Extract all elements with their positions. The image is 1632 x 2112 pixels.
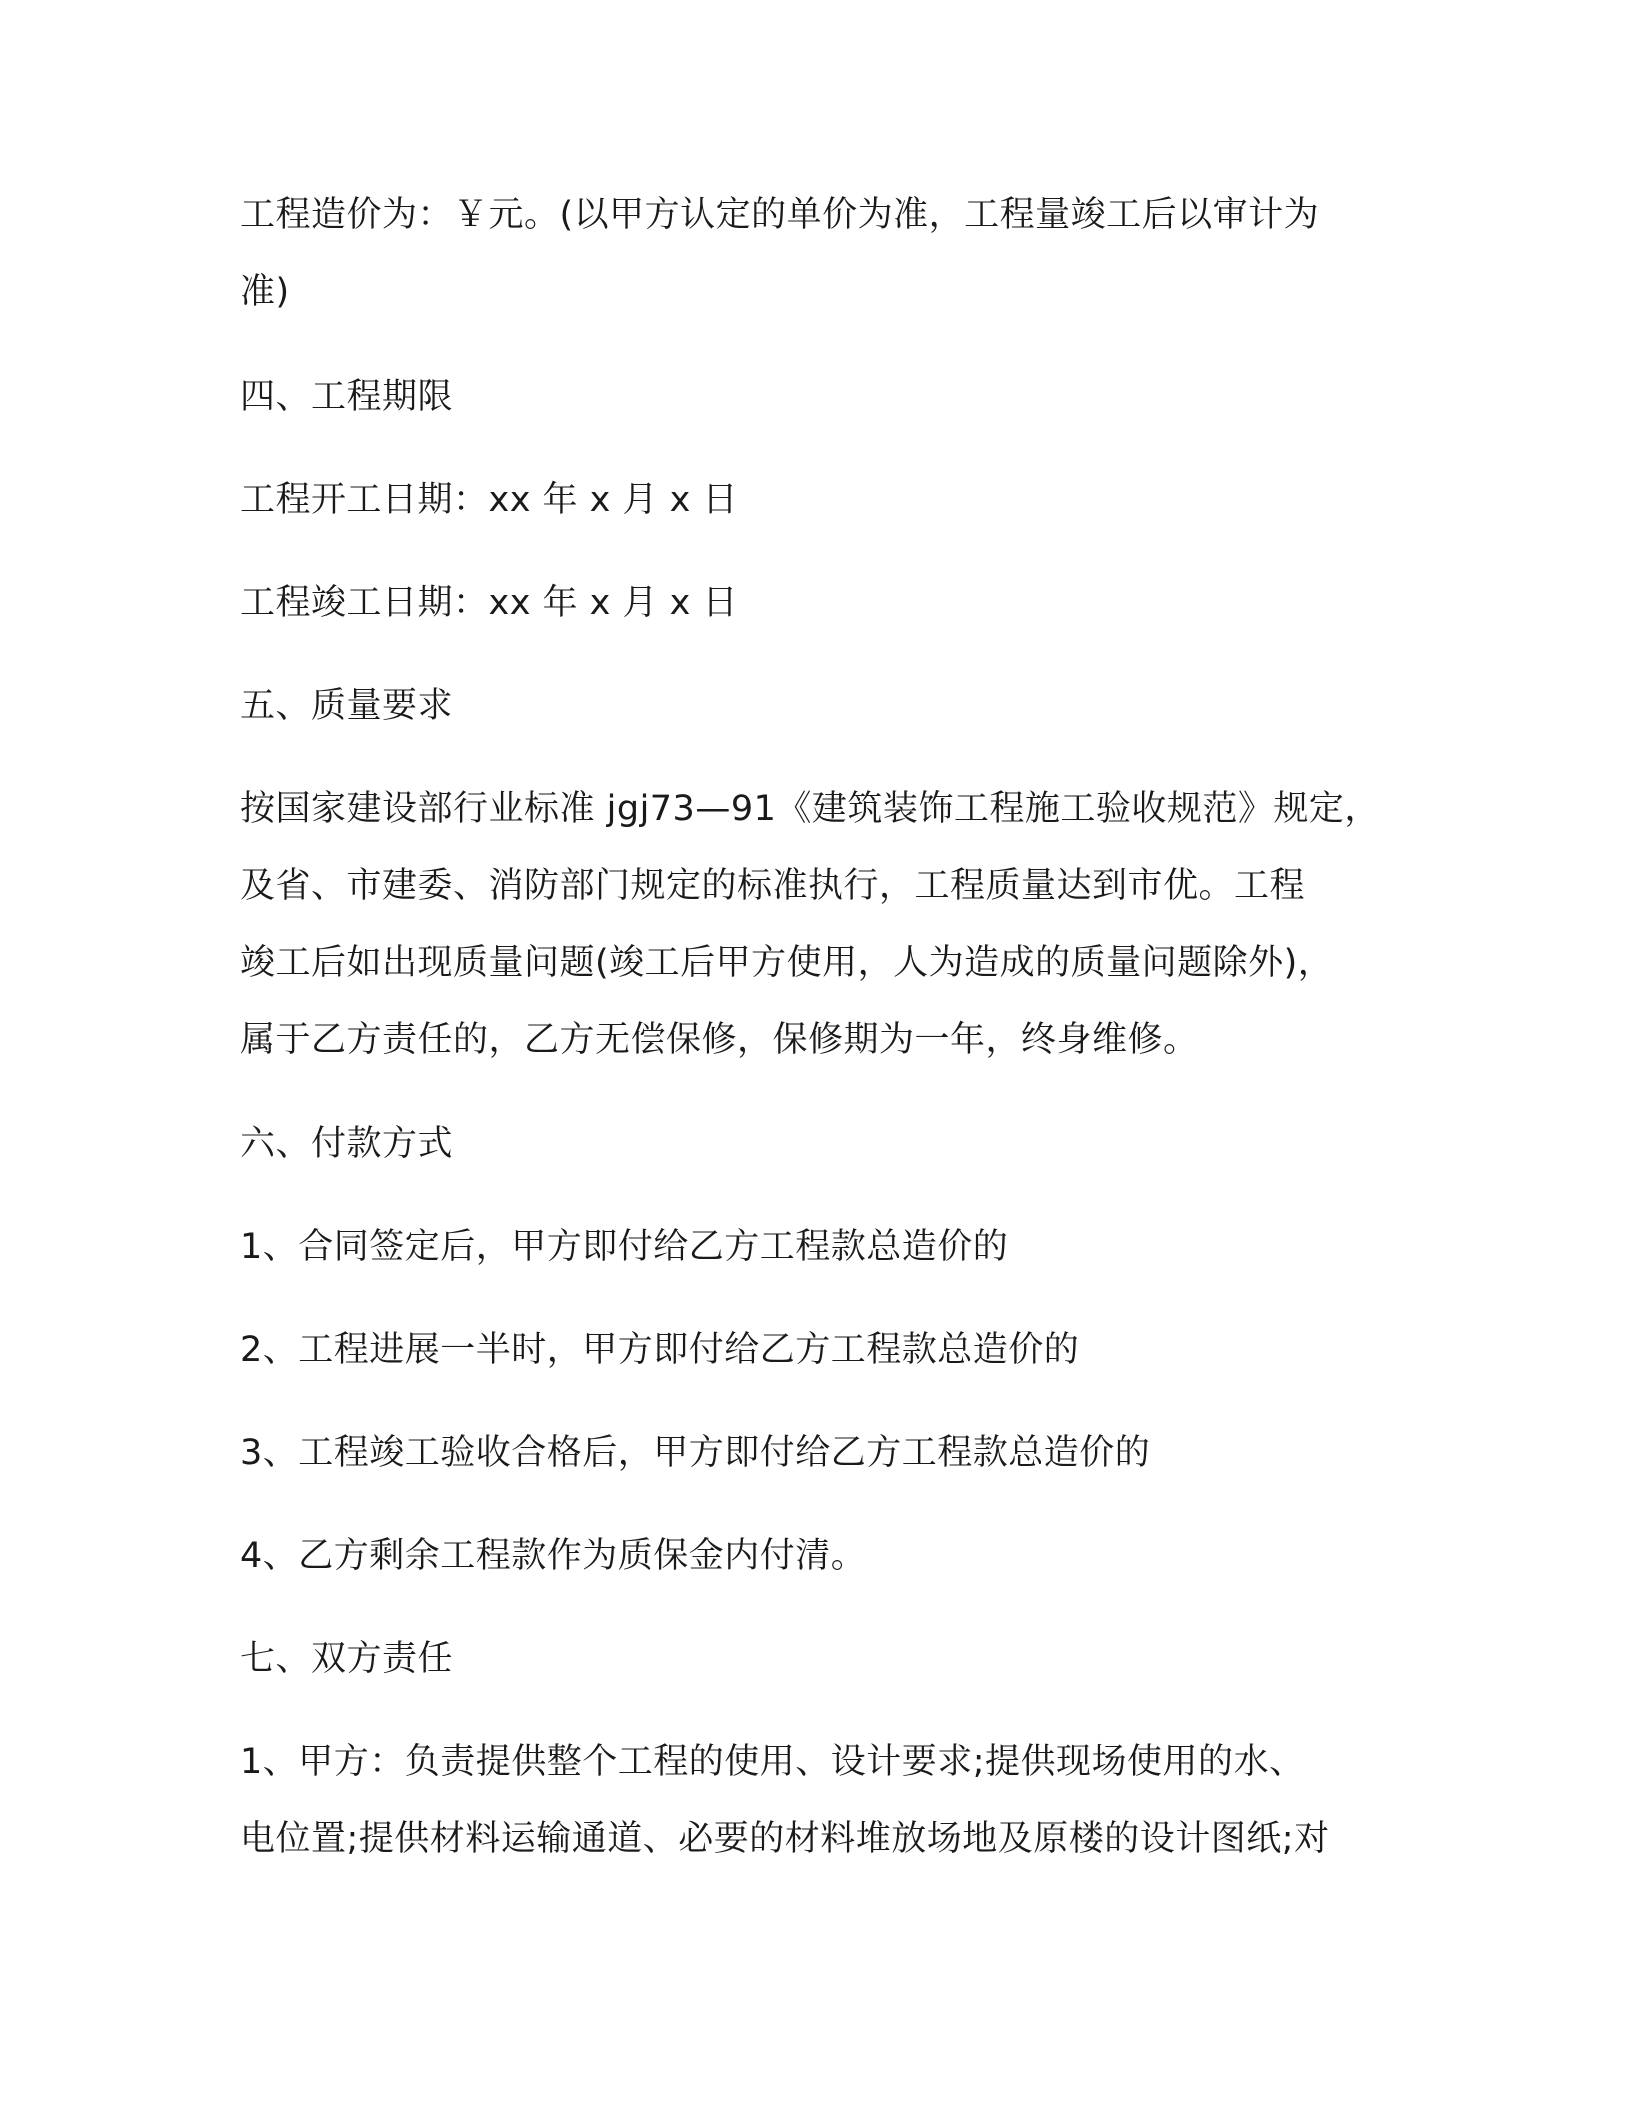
cost-paragraph-line-1: 工程造价为：￥元。(以甲方认定的单价为准，工程量竣工后以审计为: [240, 195, 1320, 235]
quality-paragraph-line-4: 属于乙方责任的，乙方无偿保修，保修期为一年，终身维修。: [240, 1020, 1199, 1060]
payment-item-3: 3、工程竣工验收合格后，甲方即付给乙方工程款总造价的: [240, 1433, 1151, 1473]
payment-item-2: 2、工程进展一半时，甲方即付给乙方工程款总造价的: [240, 1330, 1080, 1370]
section-heading-payment: 六、付款方式: [240, 1124, 454, 1164]
payment-item-1: 1、合同签定后，甲方即付给乙方工程款总造价的: [240, 1227, 1009, 1267]
quality-paragraph-line-2: 及省、市建委、消防部门规定的标准执行，工程质量达到市优。工程: [240, 866, 1306, 906]
payment-item-4: 4、乙方剩余工程款作为质保金内付清。: [240, 1536, 867, 1576]
completion-date-line: 工程竣工日期：xx 年 x 月 x 日: [240, 583, 738, 623]
start-date-line: 工程开工日期：xx 年 x 月 x 日: [240, 480, 738, 520]
cost-paragraph-line-2: 准): [240, 272, 290, 312]
quality-paragraph-line-1: 按国家建设部行业标准 jgj73—91《建筑装饰工程施工验收规范》规定，: [240, 789, 1380, 829]
responsibility-paragraph-line-1: 1、甲方：负责提供整个工程的使用、设计要求;提供现场使用的水、: [240, 1742, 1305, 1782]
quality-paragraph-line-3: 竣工后如出现质量问题(竣工后甲方使用，人为造成的质量问题除外)，: [240, 943, 1334, 983]
section-heading-schedule: 四、工程期限: [240, 377, 454, 417]
section-heading-responsibilities: 七、双方责任: [240, 1639, 454, 1679]
responsibility-paragraph-line-2: 电位置;提供材料运输通道、必要的材料堆放场地及原楼的设计图纸;对: [240, 1819, 1330, 1859]
section-heading-quality: 五、质量要求: [240, 686, 454, 726]
